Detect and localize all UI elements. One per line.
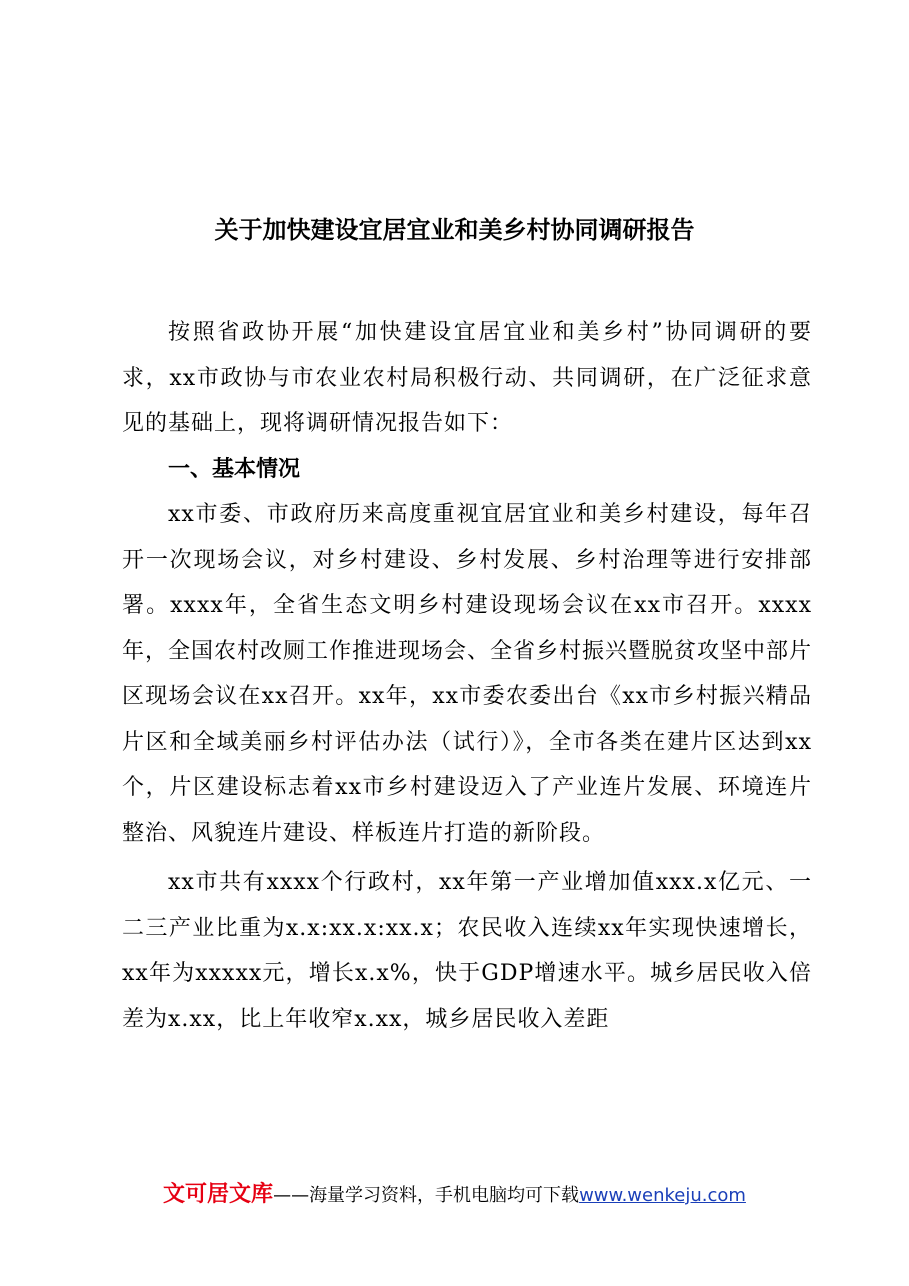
body-paragraph-2: xx市共有xxxx个行政村，xx年第一产业增加值xxx.x亿元、一二三产业比重为x.x:xx.x:xx.x；农民收入连续xx年实现快速增长，xx年为xxxxx元，增长x.x%，快于GDP增速水平。城乡居民收入倍差为x.xx，比上年收窄x.xx，城乡居民收入差距 [122, 870, 812, 1032]
body-paragraph-1: xx市委、市政府历来高度重视宜居宜业和美乡村建设，每年召开一次现场会议，对乡村建设、乡村发展、乡村治理等进行安排部署。xxxx年，全省生态文明乡村建设现场会议在xx市召开。xxxx年，全国农村改厕工作推进现场会、全省乡村振兴暨脱贫攻坚中部片区现场会议在xx召开。xx年，xx市委农委出台《xx市乡村振兴精品片区和全域美丽乡村评估办法（试行）》，全市各类在建片区达到xx个，片区建设标志着xx市乡村建设迈入了产业连片发展、环境连片整治、风貌连片建设、样板连片打造的新阶段。 [122, 502, 813, 846]
document-body [122, 310, 812, 1042]
footer-url-link[interactable]: www.wenkeju.com [579, 1185, 746, 1206]
footer-brand: 文可居文库 [163, 1182, 274, 1207]
section-heading-basic-situation: 一、基本情况 [168, 456, 301, 482]
footer-banner [0, 1180, 909, 1211]
intro-paragraph: 按照省政协开展“加快建设宜居宜业和美乡村”协同调研的要求，xx市政协与市农业农村局积极行动、共同调研，在广泛征求意见的基础上，现将调研情况报告如下： [122, 320, 812, 436]
document-title: 关于加快建设宜居宜业和美乡村协同调研报告 [214, 215, 695, 244]
footer-slogan: ——海量学习资料，手机电脑均可下载 [273, 1185, 580, 1206]
